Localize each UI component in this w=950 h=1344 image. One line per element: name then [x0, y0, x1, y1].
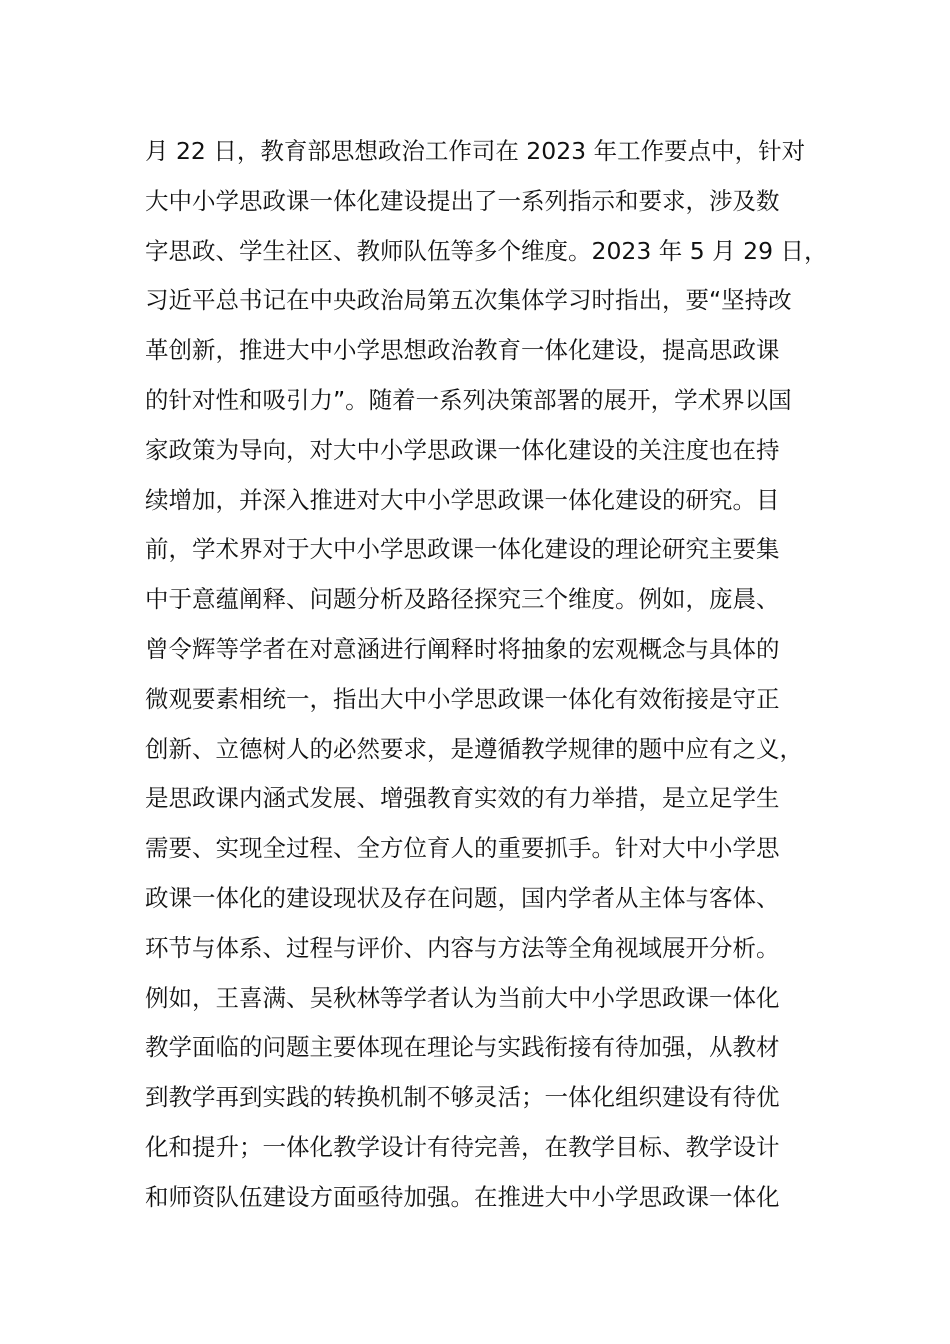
text-line: 是思政课内涵式发展、增强教育实效的有力举措，是立足学生	[145, 784, 780, 813]
text-line: 和师资队伍建设方面亟待加强。在推进大中小学思政课一体化	[145, 1182, 780, 1211]
text-line: 前，学术界对于大中小学思政课一体化建设的理论研究主要集	[145, 535, 780, 564]
body-paragraph	[145, 127, 845, 1223]
text-line: 例如，王喜满、吴秋林等学者认为当前大中小学思政课一体化	[145, 983, 780, 1012]
text-line: 微观要素相统一，指出大中小学思政课一体化有效衔接是守正	[145, 684, 780, 713]
text-line: 化和提升；一体化教学设计有待完善，在教学目标、教学设计	[145, 1132, 780, 1161]
text-line: 续增加，并深入推进对大中小学思政课一体化建设的研究。目	[145, 485, 780, 514]
text-line: 环节与体系、过程与评价、内容与方法等全角视域展开分析。	[145, 933, 780, 962]
text-line: 大中小学思政课一体化建设提出了一系列指示和要求，涉及数	[145, 186, 780, 215]
text-line: 需要、实现全过程、全方位育人的重要抓手。针对大中小学思	[145, 834, 780, 863]
text-line: 到教学再到实践的转换机制不够灵活；一体化组织建设有待优	[145, 1083, 780, 1112]
text-line: 创新、立德树人的必然要求，是遵循教学规律的题中应有之义，	[145, 734, 803, 763]
text-line: 政课一体化的建设现状及存在问题，国内学者从主体与客体、	[145, 883, 780, 912]
text-line: 习近平总书记在中央政治局第五次集体学习时指出，要“坚持改	[145, 286, 792, 315]
text-line: 中于意蕴阐释、问题分析及路径探究三个维度。例如，庞晨、	[145, 585, 780, 614]
text-line: 家政策为导向，对大中小学思政课一体化建设的关注度也在持	[145, 435, 780, 464]
text-line: 月 22 日，教育部思想政治工作司在 2023 年工作要点中，针对	[145, 137, 806, 165]
text-line: 的针对性和吸引力”。随着一系列决策部署的展开，学术界以国	[145, 385, 792, 414]
text-line: 革创新，推进大中小学思想政治教育一体化建设，提高思政课	[145, 336, 780, 365]
text-line: 教学面临的问题主要体现在理论与实践衔接有待加强，从教材	[145, 1033, 780, 1062]
text-line: 曾令辉等学者在对意涵进行阐释时将抽象的宏观概念与具体的	[145, 634, 780, 663]
text-line: 字思政、学生社区、教师队伍等多个维度。2023 年 5 月 29 日，	[145, 236, 828, 265]
